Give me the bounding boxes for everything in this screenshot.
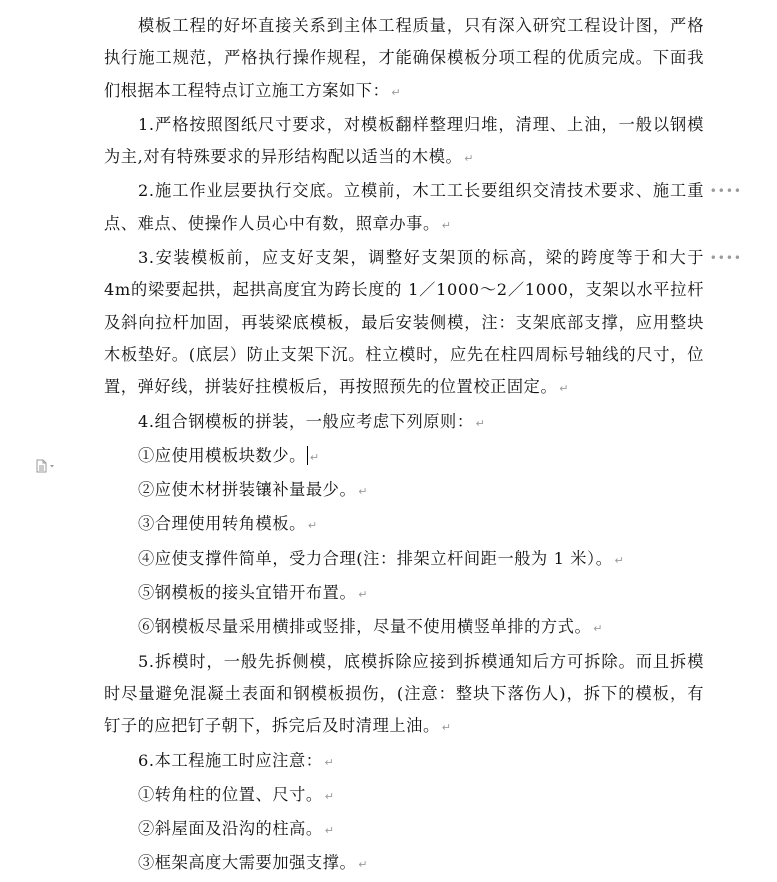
paragraph-mark: ↵ bbox=[324, 789, 335, 803]
paragraph-text: ③框架高度大需要加强支撑。 bbox=[138, 853, 357, 873]
text-cursor bbox=[307, 446, 308, 465]
paragraph-text: ③合理使用转角模板。 bbox=[138, 514, 306, 534]
paragraph-text: 4.组合钢模板的拼装，一般应考虑下列原则： bbox=[138, 411, 474, 431]
paragraph bbox=[104, 440, 704, 474]
paragraph-text: 模板工程的好坏直接关系到主体工程质量，只有深入研究工程设计图，严格执行施工规范，严格执行操作规程，才能确保模板分项工程的优质完成。下面我们根据本工程特点订立施工方案如下： bbox=[104, 16, 704, 100]
paragraph bbox=[104, 543, 704, 577]
paragraph-text: ⑤钢模板的接头宜错开布置。 bbox=[138, 583, 357, 603]
paragraph-text: 1.严格按照图纸尺寸要求，对模板翻样整理归堆，清理、上油，一般以钢模为主,对有特殊要求的异形结构配以适当的木模。 bbox=[104, 114, 704, 167]
line-overflow-dots: •••• bbox=[709, 184, 742, 199]
paragraph-mark: ↵ bbox=[559, 382, 570, 396]
paragraph-mark: ↵ bbox=[391, 85, 402, 99]
paragraph-mark: ↵ bbox=[441, 218, 452, 232]
paragraph-mark: ↵ bbox=[324, 755, 335, 769]
paragraph-mark: ↵ bbox=[464, 152, 475, 166]
paragraph-text: ②斜屋面及沿沟的柱高。 bbox=[138, 819, 323, 839]
paragraph bbox=[104, 175, 742, 242]
paragraph bbox=[104, 779, 704, 813]
paragraph bbox=[104, 646, 704, 745]
paragraph bbox=[104, 474, 704, 508]
paragraph-mark: ↵ bbox=[593, 622, 604, 636]
line-overflow-dots: •••• bbox=[709, 251, 742, 266]
paragraph-text: ④应使支撑件简单，受力合理(注：排架立杆间距一般为 1 米）。 bbox=[138, 548, 613, 568]
paragraph bbox=[104, 109, 704, 176]
paragraph-mark: ↵ bbox=[614, 553, 625, 567]
paragraph bbox=[104, 10, 704, 109]
paragraph-text: 2.施工作业层要执行交底。立模前，木工工长要组织交清技术要求、施工重点、难点、使操作人员心中有数，照章办事。 bbox=[104, 181, 704, 233]
paragraph-text: ①转角柱的位置、尺寸。 bbox=[138, 784, 323, 804]
paragraph bbox=[104, 745, 704, 779]
paragraph-text: 5.拆模时，一般先拆侧模，底模拆除应接到拆模通知后方可拆除。而且拆模时尽量避免混凝土表面和钢模板损伤，(注意：整块下落伤人)，拆下的模板，有钉子的应把钉子朝下，拆完后及时清理上油。 bbox=[104, 651, 704, 736]
paragraph-text: 6.本工程施工时应注意： bbox=[138, 750, 323, 770]
paragraph bbox=[104, 611, 704, 645]
paragraph-text: ①应使用模板块数少。 bbox=[138, 445, 306, 465]
paragraph bbox=[104, 242, 742, 405]
paragraph-text: 3.安装模板前，应支好支架，调整好支架顶的标高，梁的跨度等于和大于 4m的梁要起拱，起拱高度宜为跨长度的 1／1000～2／1000，支架以水平拉杆及斜向拉杆加固，再装梁底模板，最后安装侧模，注：支架底部支撑，应用整块木板垫好。(底层）防止支架下沉。柱立模时，应先在柱四周标号轴线的尺寸，位置，弹好线，拼装好拄模板后，再按照预先的位置校正固定。 bbox=[104, 248, 710, 397]
paragraph bbox=[104, 406, 704, 440]
document-body[interactable] bbox=[104, 10, 742, 882]
paragraph-mark: ↵ bbox=[441, 721, 452, 735]
paragraph-mark: ↵ bbox=[309, 450, 320, 464]
document-options-icon[interactable] bbox=[35, 459, 57, 473]
paragraph-mark: ↵ bbox=[358, 485, 369, 499]
paragraph bbox=[104, 813, 704, 847]
paragraph-mark: ↵ bbox=[324, 824, 335, 838]
paragraph-mark: ↵ bbox=[358, 588, 369, 602]
paragraph-mark: ↵ bbox=[358, 858, 369, 872]
paragraph bbox=[104, 577, 704, 611]
paragraph-mark: ↵ bbox=[307, 519, 318, 533]
paragraph bbox=[104, 508, 704, 542]
paragraph-text: ⑥钢模板尽量采用横排或竖排，尽量不使用横竖单排的方式。 bbox=[138, 617, 592, 637]
paragraph-mark: ↵ bbox=[475, 416, 486, 430]
paragraph-text: ②应使木材拼装镶补量最少。 bbox=[138, 480, 357, 500]
